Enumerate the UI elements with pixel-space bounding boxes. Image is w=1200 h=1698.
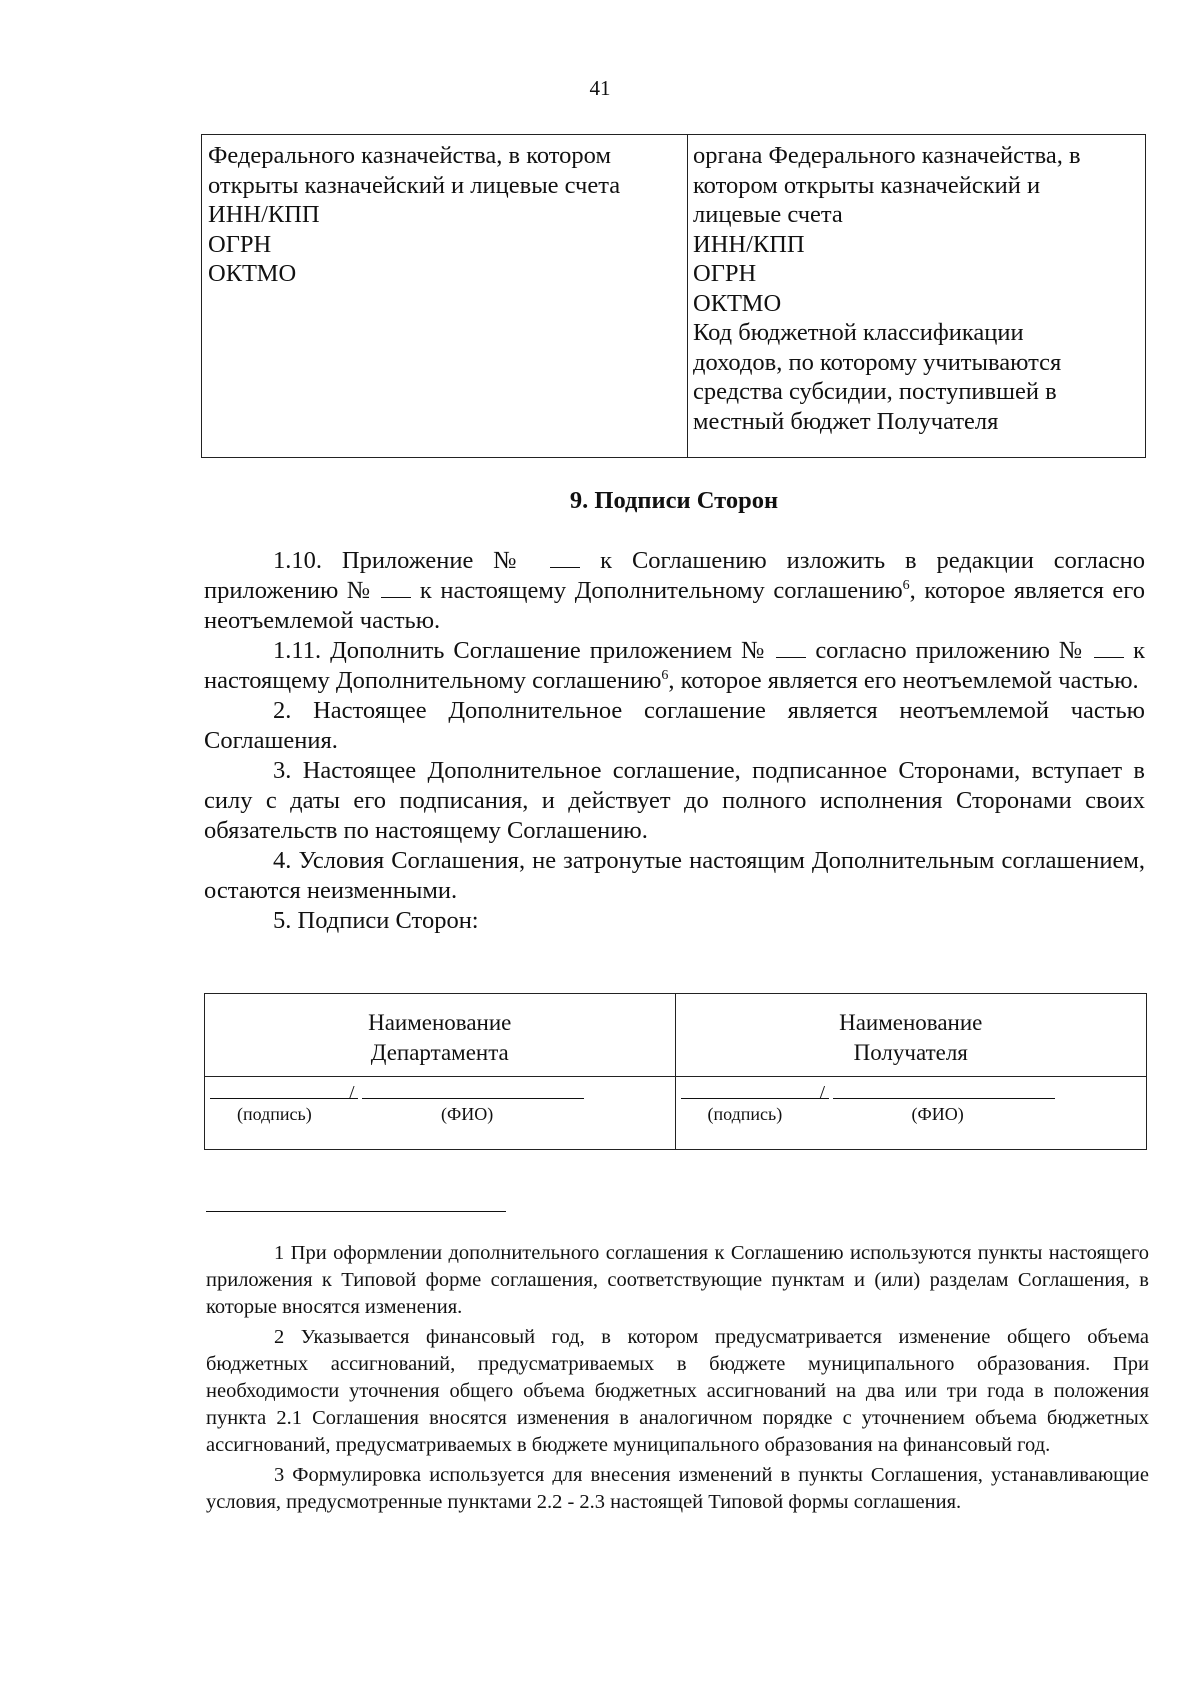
signature-caption: (подпись) — [707, 1104, 783, 1124]
header-line: Наименование — [839, 1010, 983, 1035]
recipient-header — [676, 994, 1147, 1076]
footnote-1: 1 При оформлении дополнительного соглашения к Соглашению используются пункты настоящего приложения к Типовой форме соглашения, соответствующие пунктам и (или) разделам Соглашения, в которые вносятся изменения. — [206, 1242, 1149, 1318]
requisites-left-line: ОКТМО — [208, 260, 297, 287]
paragraph-text: к Соглашению изложить в редакции согласно приложению № — [204, 547, 1146, 604]
paragraph-text: 1.10. Приложение № — [273, 547, 531, 574]
department-signature-cell — [205, 1077, 676, 1150]
header-line: Получателя — [853, 1040, 968, 1065]
paragraph-3: 3. Настоящее Дополнительное соглашение, подписанное Сторонами, вступает в силу с даты его подписания, и действует до полного исполнения Сторонами своих обязательств по настоящему Соглашению. — [204, 757, 1145, 844]
footnote-separator — [206, 1211, 506, 1212]
requisites-right-line: органа Федерального казначейства, в — [693, 142, 1081, 169]
requisites-left-line: Федерального казначейства, в котором — [208, 142, 611, 169]
signature-caption: (подпись) — [237, 1104, 312, 1124]
requisites-left-line: ИНН/КПП — [208, 201, 320, 228]
requisites-right-line: средства субсидии, поступившей в — [693, 378, 1057, 405]
header-line: Наименование — [368, 1010, 512, 1035]
paragraph-1-11 — [204, 636, 1145, 696]
paragraph-text: к настоящему Дополнительному соглашению — [419, 577, 903, 604]
signatures-header-row — [205, 994, 1146, 1077]
fio-line — [362, 1098, 584, 1099]
signatures-body-row — [205, 1077, 1146, 1150]
footnotes — [206, 1240, 1149, 1519]
paragraph-text: согласно приложению № — [815, 637, 1086, 664]
requisites-right-line: ОГРН — [693, 260, 757, 287]
recipient-signature-cell — [676, 1077, 1147, 1150]
paragraph-2: 2. Настоящее Дополнительное соглашение является неотъемлемой частью Соглашения. — [204, 697, 1145, 754]
paragraph-1-10 — [204, 546, 1145, 636]
fio-caption: (ФИО) — [911, 1104, 964, 1124]
paragraph-5: 5. Подписи Сторон: — [273, 907, 479, 934]
paragraph-text: , которое является его неотъемлемой частью. — [204, 577, 1145, 634]
paragraph-text: , которое является его неотъемлемой частью. — [668, 667, 1139, 694]
header-line: Департамента — [370, 1040, 509, 1065]
requisites-right-line: ИНН/КПП — [693, 230, 805, 258]
requisites-left-line: открыты казначейский и лицевые счета — [208, 171, 621, 199]
requisites-right-line: лицевые счета — [693, 201, 843, 228]
paragraph-4: 4. Условия Соглашения, не затронутые настоящим Дополнительным соглашением, остаются неизменными. — [204, 847, 1145, 904]
requisites-right-line: ОКТМО — [693, 289, 782, 317]
section-title: 9. Подписи Сторон — [569, 487, 779, 514]
signature-line — [210, 1098, 358, 1099]
signatures-table — [204, 993, 1147, 1150]
requisites-cell-right — [688, 135, 1145, 457]
signature-slash: / — [819, 1082, 826, 1104]
paragraph-text: 1.11. Дополнить Соглашение приложением № — [273, 637, 768, 664]
requisites-right-line: Код бюджетной классификации — [693, 319, 1024, 346]
body-text — [204, 546, 1145, 936]
requisites-table — [201, 134, 1146, 458]
requisites-cell-left — [202, 135, 688, 457]
page-number: 41 — [589, 76, 611, 100]
fio-caption: (ФИО) — [441, 1104, 494, 1124]
blank-field — [550, 549, 580, 568]
blank-field — [1094, 639, 1124, 658]
requisites-right-line: котором открыты казначейский и — [693, 171, 1041, 199]
footnote-marker: 6 — [661, 667, 669, 683]
requisites-left-line: ОГРН — [208, 230, 272, 258]
signature-line — [681, 1098, 829, 1099]
blank-field — [776, 639, 806, 658]
footnote-2: 2 Указывается финансовый год, в котором предусматривается изменение общего объема бюджетных ассигнований, предусматриваемых в бюджете муниципального образования. При необходимости уточнения общего объема бюджетных ассигнований на два или три года в положения пункта 2.1 Соглашения вносятся изменения в аналогичном порядке с уточнением объема бюджетных ассигнований, предусматриваемых в бюджете муниципального образования на финансовый год. — [206, 1326, 1149, 1456]
footnote-3: 3 Формулировка используется для внесения изменений в пункты Соглашения, устанавливающие условия, предусмотренные пунктами 2.2 - 2.3 настоящей Типовой формы соглашения. — [206, 1464, 1149, 1513]
footnote-marker: 6 — [902, 577, 910, 593]
blank-field — [381, 579, 411, 598]
requisites-right-line: доходов, по которому учитываются — [693, 348, 1062, 376]
signature-slash: / — [349, 1082, 355, 1104]
department-header — [205, 994, 676, 1076]
paragraph-text: к настоящему Дополнительному соглашению — [204, 637, 1145, 694]
requisites-right-line: местный бюджет Получателя — [693, 407, 999, 435]
fio-line — [833, 1098, 1055, 1099]
